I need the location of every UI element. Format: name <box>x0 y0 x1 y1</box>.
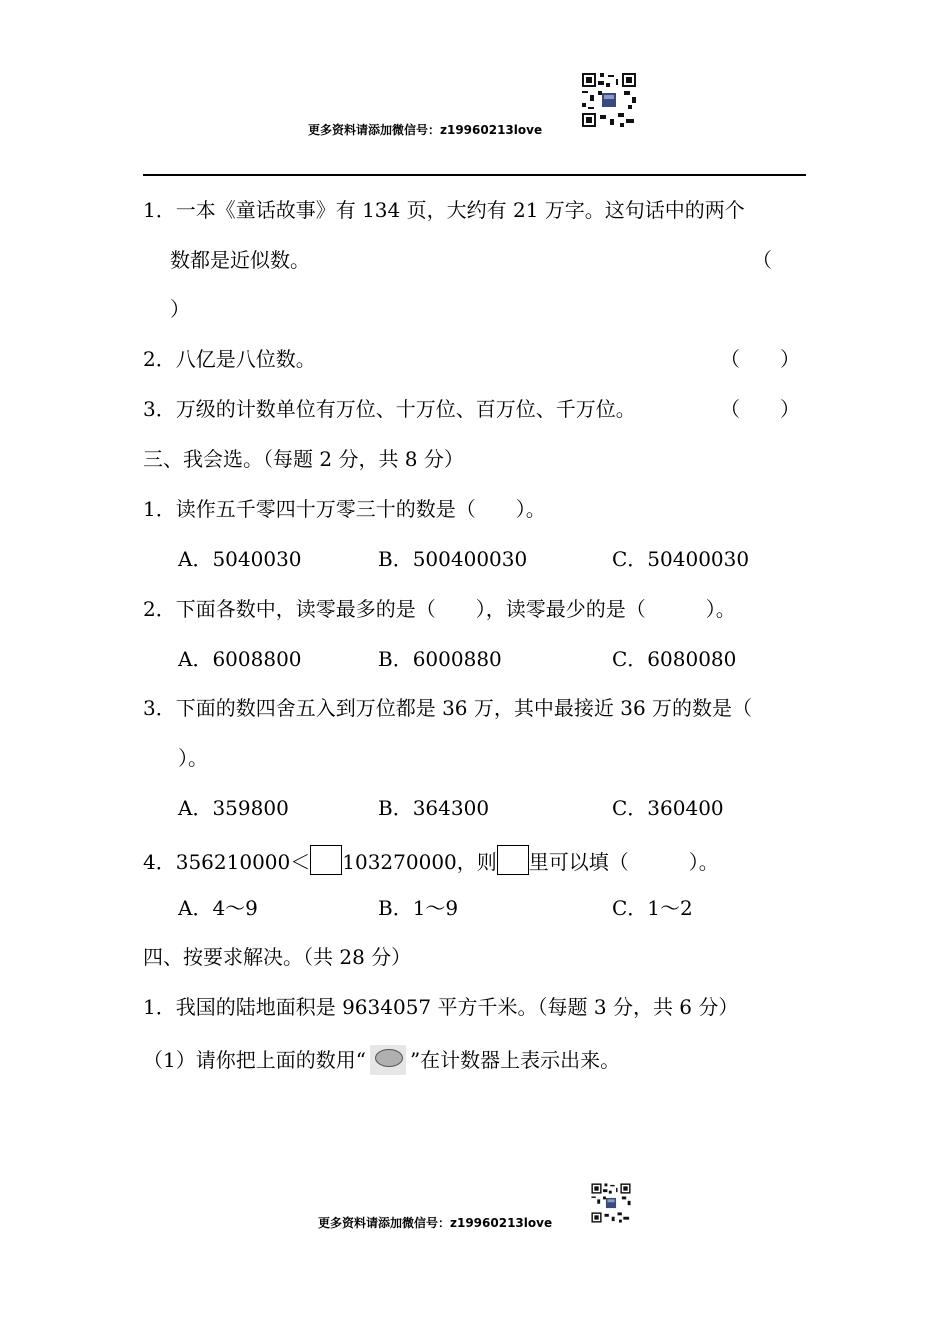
choose-q2: 2．下面各数中，读零最多的是（ ），读零最少的是（ ）。 <box>143 597 736 621</box>
header-divider <box>143 174 806 176</box>
choose-q4-option-b: B．1～9 <box>378 896 459 920</box>
choose-q3-line2: ）。 <box>178 746 208 770</box>
choose-q1-option-c: C．50400030 <box>612 547 750 571</box>
choose-q4-text-part2: 103270000，则 <box>342 850 497 874</box>
choose-q2-option-b: B．6000880 <box>378 647 502 671</box>
choose-q4-text-part1: 4．356210000＜ <box>143 850 311 874</box>
choose-q3-option-a: A．359800 <box>178 796 289 820</box>
choose-q3-option-b: B．364300 <box>378 796 490 820</box>
blank-box-2 <box>497 845 529 875</box>
choose-q4-option-c: C．1～2 <box>612 896 693 920</box>
choose-q3-line1: 3．下面的数四舍五入到万位都是 36 万，其中最接近 36 万的数是（ <box>143 696 753 720</box>
section-choose-title: 三、我会选。（每题 2 分，共 8 分） <box>143 447 464 471</box>
judge-q3: 3．万级的计数单位有万位、十万位、百万位、千万位。 <box>143 397 636 421</box>
choose-q1: 1．读作五千零四十万零三十的数是（ ）。 <box>143 497 546 521</box>
blank-box-1 <box>310 845 342 875</box>
footer-wechat-text: 更多资料请添加微信号：z19960213love <box>318 1216 553 1230</box>
section-solve-title: 四、按要求解决。（共 28 分） <box>143 945 412 969</box>
choose-q2-option-a: A．6008800 <box>178 647 302 671</box>
choose-q4-text-part3: 里可以填（ ）。 <box>528 850 719 874</box>
choose-q1-option-a: A．5040030 <box>178 547 302 571</box>
choose-q1-option-b: B．500400030 <box>378 547 528 571</box>
judge-q1-answer-paren-open: （ <box>752 248 772 272</box>
choose-q2-option-c: C．6080080 <box>612 647 737 671</box>
judge-q1-line2: 数都是近似数。 <box>170 248 310 272</box>
solve-q1-sub1-text-before: （1）请你把上面的数用“ <box>143 1048 366 1072</box>
solve-q1: 1．我国的陆地面积是 9634057 平方千米。（每题 3 分，共 6 分） <box>143 995 739 1019</box>
judge-q2: 2．八亿是八位数。 <box>143 347 316 371</box>
judge-q1-line1: 1．一本《童话故事》有 134 页，大约有 21 万字。这句话中的两个 <box>143 198 745 222</box>
solve-q1-sub1-text-after: ”在计数器上表示出来。 <box>409 1048 621 1072</box>
judge-q2-answer-paren: （ ） <box>720 347 800 371</box>
footer-qr-code-icon <box>590 1182 632 1224</box>
judge-q1-answer-paren-close: ） <box>170 297 190 321</box>
header-qr-code-icon <box>580 71 638 129</box>
choose-q4 <box>143 845 719 875</box>
header-wechat-text: 更多资料请添加微信号：z19960213love <box>308 123 543 137</box>
solve-q1-sub1 <box>143 1045 620 1075</box>
judge-q3-answer-paren: （ ） <box>720 397 800 421</box>
choose-q3-option-c: C．360400 <box>612 796 724 820</box>
abacus-bead-icon <box>370 1045 406 1075</box>
choose-q4-option-a: A．4～9 <box>178 896 258 920</box>
